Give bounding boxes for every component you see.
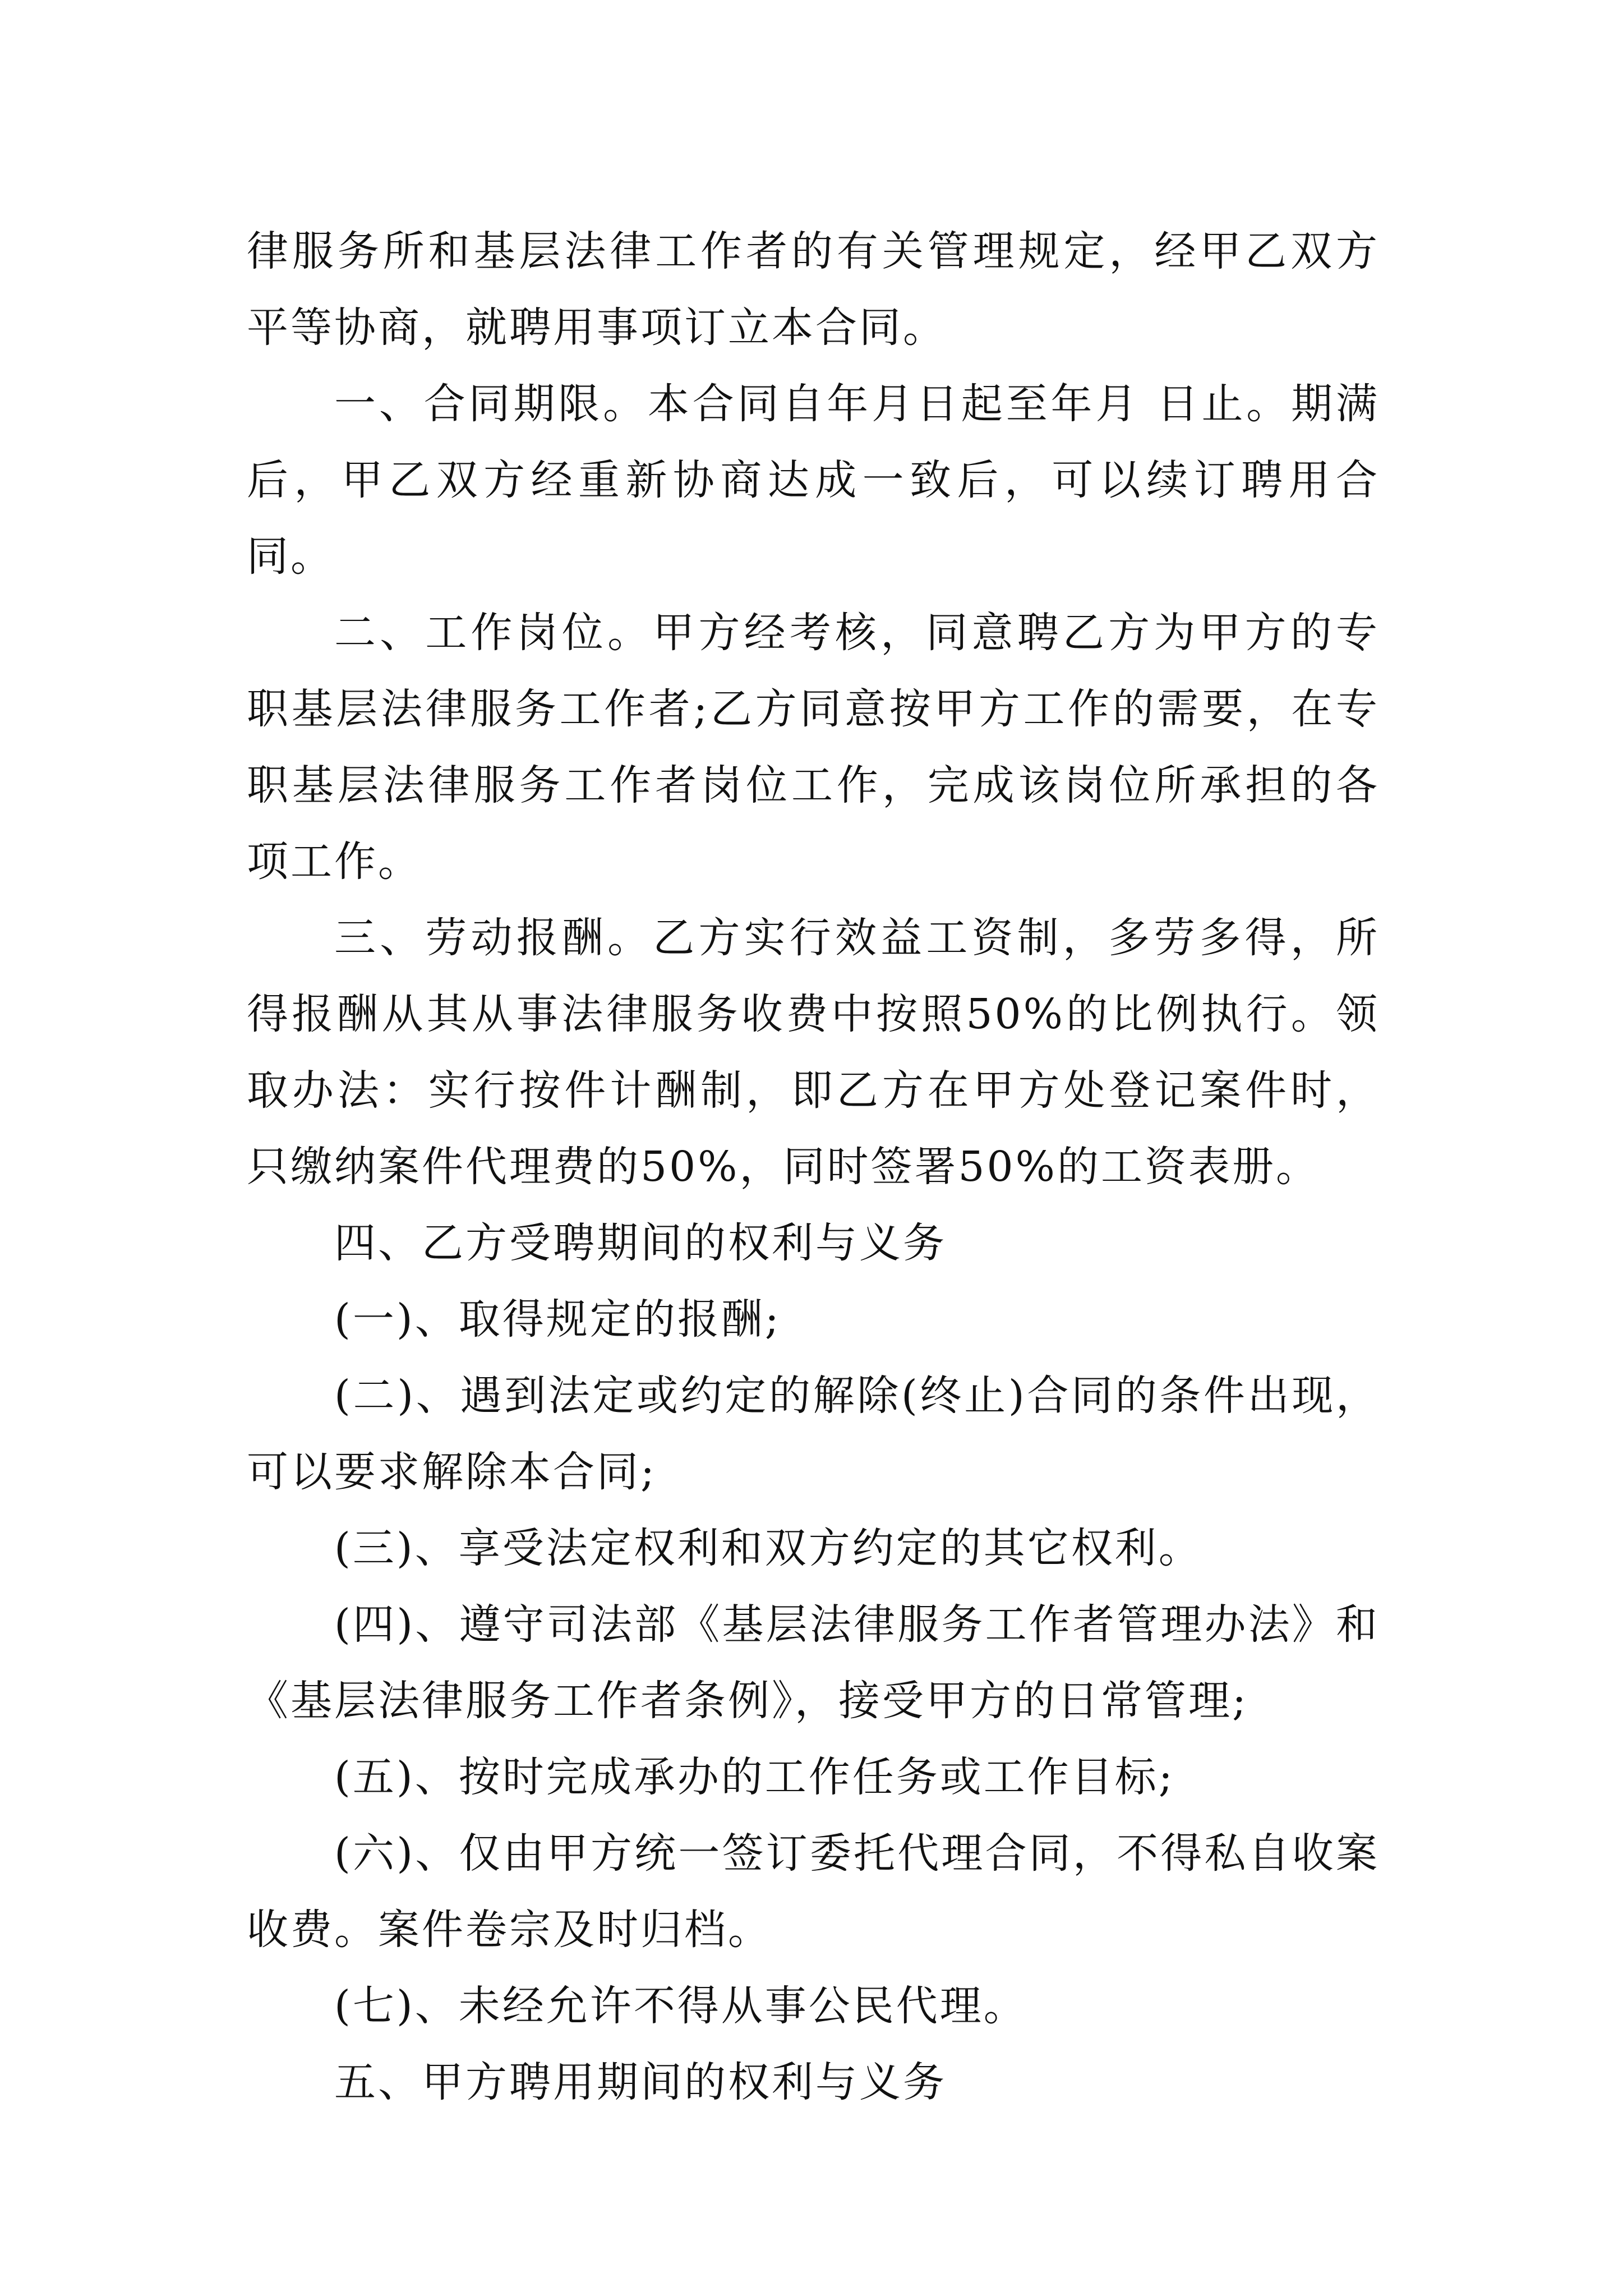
contract-body [247,213,1380,2120]
paragraph-remuneration: 三、劳动报酬。乙方实行效益工资制，多劳多得，所得报酬从其从事法律服务收费中按照50%的比例执行。领取办法：实行按件计酬制，即乙方在甲方处登记案件时，只缴纳案件代理费的50%，同时签署50%的工资表册。 [247,914,1380,1191]
section-heading-party-a-rights: 五、甲方聘用期间的权利与义务 [334,2058,947,2106]
list-item-2: (二)、遇到法定或约定的解除(终止)合同的条件出现，可以要求解除本合同; [247,1372,1380,1496]
section-heading-party-b-rights: 四、乙方受聘期间的权利与义务 [334,1219,947,1267]
list-item-5: (五)、按时完成承办的工作任务或工作目标; [334,1753,1175,1801]
paragraph-job-position: 二、工作岗位。甲方经考核，同意聘乙方为甲方的专职基层法律服务工作者;乙方同意按甲方工作的需要，在专职基层法律服务工作者岗位工作，完成该岗位所承担的各项工作。 [247,609,1380,886]
list-item-4: (四)、遵守司法部《基层法律服务工作者管理办法》和《基层法律服务工作者条例》，接受甲方的日常管理; [247,1600,1380,1725]
list-item-1: (一)、取得规定的报酬; [334,1295,781,1343]
list-item-3: (三)、享受法定权利和双方约定的其它权利。 [334,1524,1202,1572]
list-item-7: (七)、未经允许不得从事公民代理。 [334,1982,1027,2030]
paragraph-continuation: 律服务所和基层法律工作者的有关管理规定，经甲乙双方平等协商，就聘用事项订立本合同。 [247,227,1380,352]
list-item-6: (六)、仅由甲方统一签订委托代理合同，不得私自收案收费。案件卷宗及时归档。 [247,1829,1380,1954]
paragraph-contract-term: 一、合同期限。本合同自年月日起至年月 日止。期满后，甲乙双方经重新协商达成一致后，可以续订聘用合同。 [247,380,1380,581]
